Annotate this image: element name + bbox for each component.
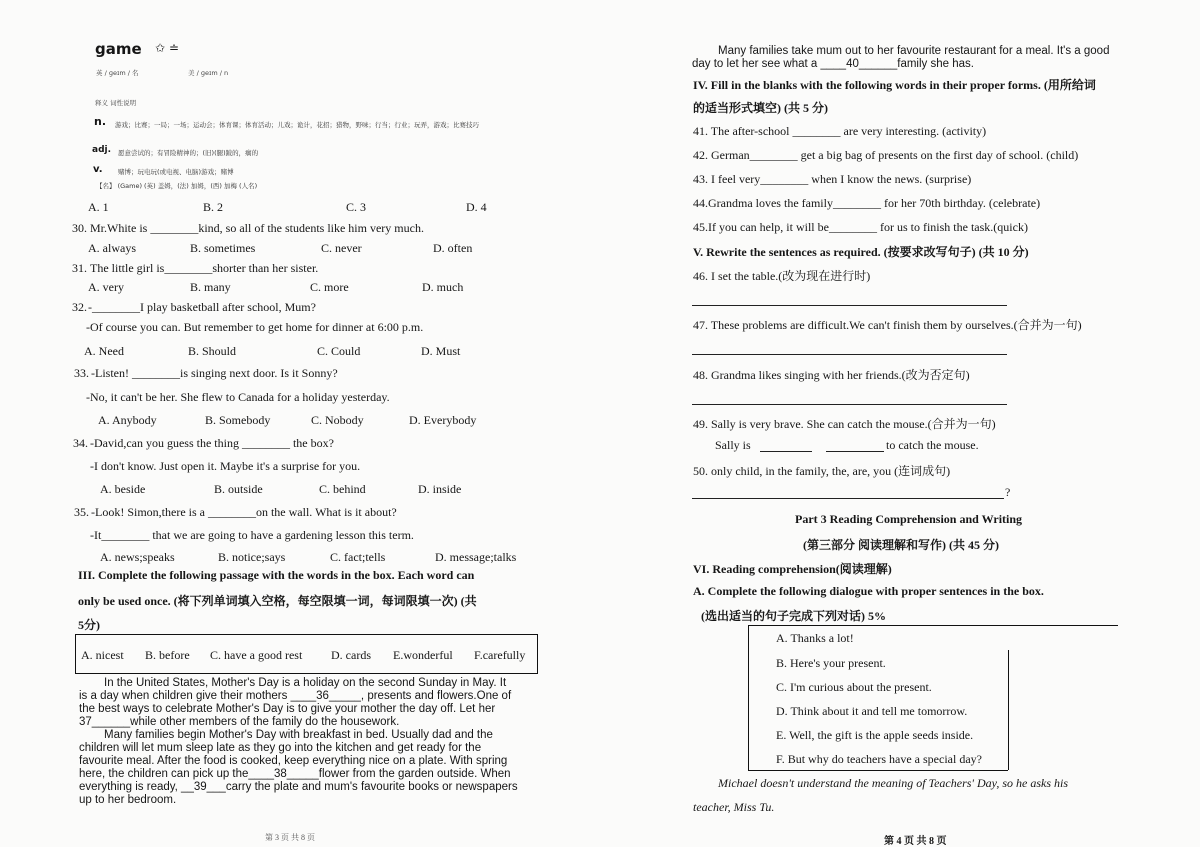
answer-line[interactable]	[692, 354, 1007, 355]
passage-line: is a day when children give their mothers ____36_____, presents and flowers.One of	[79, 690, 512, 702]
option: D. much	[422, 280, 464, 294]
passage-line: favourite meal. After the food is cooked, keep everything nice on a plate. With spring	[79, 755, 508, 767]
rewrite-question: 49. Sally is very brave. She can catch the mouse.(合并为一句)	[693, 417, 996, 431]
options-box-right	[1008, 650, 1009, 770]
option: A. Anybody	[98, 413, 157, 427]
section-3-heading-line3: 5分)	[78, 618, 100, 632]
definition-heading: 释义 词性说明	[95, 99, 137, 107]
dialogue-intro: Michael doesn't understand the meaning of Teachers' Day, so he asks his	[718, 776, 1068, 790]
section-3-heading: III. Complete the following passage with the words in the box. Each word can	[78, 568, 475, 582]
pos-verb: v.	[93, 164, 103, 175]
passage-line: the best ways to celebrate Mother's Day is to give your mother the day off. Let her	[79, 703, 496, 715]
option: D. Everybody	[409, 413, 477, 427]
dialogue-option: E. Well, the gift is the apple seeds inside.	[776, 728, 974, 742]
question-line2: -I don't know. Just open it. Maybe it's a surprise for you.	[90, 459, 361, 473]
passage-line: children will let mum sleep late as they go into the kitchen and get ready for the	[79, 742, 482, 754]
definition-noun: 游戏；比赛；一局；一场；运动会；体育课；体育活动；儿戏；诡计，花招；猎物，野味；行当；行业；玩弄，游戏；比赛技巧	[115, 121, 479, 129]
section-a-heading: A. Complete the following dialogue with proper sentences in the box.	[693, 584, 1044, 598]
question-stem: -Listen! ________is singing next door. Is it Sonny?	[91, 366, 338, 380]
rewrite-question: 47. These problems are difficult.We can't finish them by ourselves.(合并为一句)	[693, 318, 1082, 332]
dialogue-intro-line2: teacher, Miss Tu.	[693, 800, 775, 814]
option: B. outside	[214, 482, 263, 496]
option: C. Nobody	[311, 413, 364, 427]
question-number: 33.	[74, 366, 89, 380]
star-icon[interactable]: ✩ ≐	[155, 41, 179, 55]
phonetic-uk: 英 / ɡeɪm / 名	[96, 69, 139, 77]
passage-line: everything is ready, __39___carry the plate and mum's favourite books or newspapers	[79, 781, 518, 793]
option: C. behind	[319, 482, 366, 496]
word-box	[75, 634, 538, 674]
dialogue-option: B. Here's your present.	[776, 656, 886, 670]
option: B. sometimes	[190, 241, 256, 255]
q49-prefix: Sally is	[715, 438, 751, 452]
option: B. many	[190, 280, 231, 294]
option: D. often	[433, 241, 473, 255]
option: C. more	[310, 280, 349, 294]
section-4-heading-line2: 的适当形式填空) (共 5 分)	[693, 101, 828, 115]
pos-adj: adj.	[92, 145, 112, 155]
answer-blank[interactable]	[826, 451, 884, 452]
option: B. Should	[188, 344, 237, 358]
fill-question: 44.Grandma loves the family________ for her 70th birthday. (celebrate)	[693, 196, 1041, 210]
answer-blank[interactable]	[760, 451, 812, 452]
fill-question: 42. German________ get a big bag of presents on the first day of school. (child)	[693, 148, 1079, 162]
word-option: D. cards	[331, 648, 371, 662]
word-option: A. nicest	[81, 648, 124, 662]
definition-verb: 赌博；玩电玩(或电视、电脑)游戏；赌博	[118, 168, 234, 176]
passage-line: up to her bedroom.	[79, 794, 177, 806]
option: A. always	[88, 241, 136, 255]
options-box-left	[748, 625, 749, 770]
passage-line: 37______while other members of the family do the housework.	[79, 716, 400, 728]
question-number: 32.	[72, 300, 87, 314]
word-option: E.wonderful	[393, 648, 453, 662]
page-footer: 第 4 页 共 8 页	[884, 836, 947, 847]
section-6-heading: VI. Reading comprehension(阅读理解)	[693, 562, 892, 576]
option: D. Must	[421, 344, 461, 358]
option: C. never	[321, 241, 362, 255]
q49-suffix: to catch the mouse.	[886, 438, 979, 452]
dialogue-option: F. But why do teachers have a special day?	[776, 752, 982, 766]
option: B. notice;says	[218, 550, 286, 564]
definition-adj: 愿意尝试的；有冒险精神的；(旧)(腿)跛的，瘸的	[118, 149, 259, 157]
q29-option-a: A. 1	[88, 200, 109, 214]
section-5-heading: V. Rewrite the sentences as required. (按要求改写句子) (共 10 分)	[693, 245, 1029, 259]
q29-option-c: C. 3	[346, 200, 367, 214]
question-stem: -David,can you guess the thing ________ the box?	[90, 436, 334, 450]
question-number: 35.	[74, 505, 89, 519]
option: C. fact;tells	[330, 550, 386, 564]
rewrite-question: 48. Grandma likes singing with her friends.(改为否定句)	[693, 368, 970, 382]
options-box-top	[748, 625, 1118, 626]
option: A. beside	[100, 482, 146, 496]
option: D. message;talks	[435, 550, 517, 564]
word-title: game	[95, 40, 142, 58]
page-footer: 第 3 页 共 8 页	[265, 833, 315, 842]
word-option: F.carefully	[474, 648, 526, 662]
answer-line[interactable]	[692, 404, 1007, 405]
passage-line: Many families take mum out to her favourite restaurant for a meal. It's a good	[718, 45, 1110, 57]
question-mark: ?	[1005, 485, 1011, 499]
passage-line: Many families begin Mother's Day with breakfast in bed. Usually dad and the	[104, 729, 493, 741]
definition-name: 【名】 (Game) (英) 盖姆，(法) 加姆，(西) 加梅 (人名)	[96, 182, 258, 190]
dialogue-option: D. Think about it and tell me tomorrow.	[776, 704, 968, 718]
passage-line: In the United States, Mother's Day is a holiday on the second Sunday in May. It	[104, 677, 507, 689]
word-option: B. before	[145, 648, 190, 662]
question-number: 31.	[72, 261, 87, 275]
option: A. very	[88, 280, 124, 294]
pos-noun: n.	[94, 115, 107, 128]
option: C. Could	[317, 344, 361, 358]
section-a-heading-line2: (选出适当的句子完成下列对话) 5%	[701, 609, 886, 623]
option: A. Need	[84, 344, 124, 358]
question-stem: The little girl is________shorter than her sister.	[90, 261, 319, 275]
question-line2: -It________ that we are going to have a gardening lesson this term.	[90, 528, 414, 542]
passage-line: day to let her see what a ____40______family she has.	[692, 58, 974, 70]
answer-line[interactable]	[692, 498, 1004, 499]
question-stem: Mr.White is ________kind, so all of the students like him very much.	[90, 221, 424, 235]
question-number: 34.	[73, 436, 88, 450]
question-number: 30.	[72, 221, 87, 235]
fill-question: 45.If you can help, it will be________ for us to finish the task.(quick)	[693, 220, 1028, 234]
answer-line[interactable]	[692, 305, 1007, 306]
word-option: C. have a good rest	[210, 648, 303, 662]
fill-question: 41. The after-school ________ are very interesting. (activity)	[693, 124, 987, 138]
option: A. news;speaks	[100, 550, 175, 564]
rewrite-question: 46. I set the table.(改为现在进行时)	[693, 269, 871, 283]
section-4-heading: IV. Fill in the blanks with the following words in their proper forms. (用所给词	[693, 78, 1096, 92]
option: B. Somebody	[205, 413, 271, 427]
part-3-subtitle: (第三部分 阅读理解和写作) (共 45 分)	[803, 538, 999, 552]
fill-question: 43. I feel very________ when I know the news. (surprise)	[693, 172, 972, 186]
rewrite-question: 50. only child, in the family, the, are, you (连词成句)	[693, 464, 951, 478]
question-line2: -No, it can't be her. She flew to Canada for a holiday yesterday.	[86, 390, 390, 404]
section-3-heading-line2: only be used once. (将下列单词填入空格，每空限填一词，每词限填一次) (共	[78, 594, 477, 608]
question-stem: -________I play basketball after school, Mum?	[88, 300, 316, 314]
option: D. inside	[418, 482, 462, 496]
q29-option-b: B. 2	[203, 200, 224, 214]
question-line2: -Of course you can. But remember to get home for dinner at 6:00 p.m.	[86, 320, 424, 334]
dialogue-option: A. Thanks a lot!	[776, 631, 854, 645]
passage-line: here, the children can pick up the____38_____flower from the garden outside. When	[79, 768, 511, 780]
part-3-title: Part 3 Reading Comprehension and Writing	[795, 512, 1023, 526]
phonetic-us: 美 / ɡeɪm / n	[188, 69, 229, 77]
dialogue-option: C. I'm curious about the present.	[776, 680, 932, 694]
question-stem: -Look! Simon,there is a ________on the wall. What is it about?	[91, 505, 397, 519]
options-box-bottom	[748, 770, 1008, 771]
q29-option-d: D. 4	[466, 200, 487, 214]
